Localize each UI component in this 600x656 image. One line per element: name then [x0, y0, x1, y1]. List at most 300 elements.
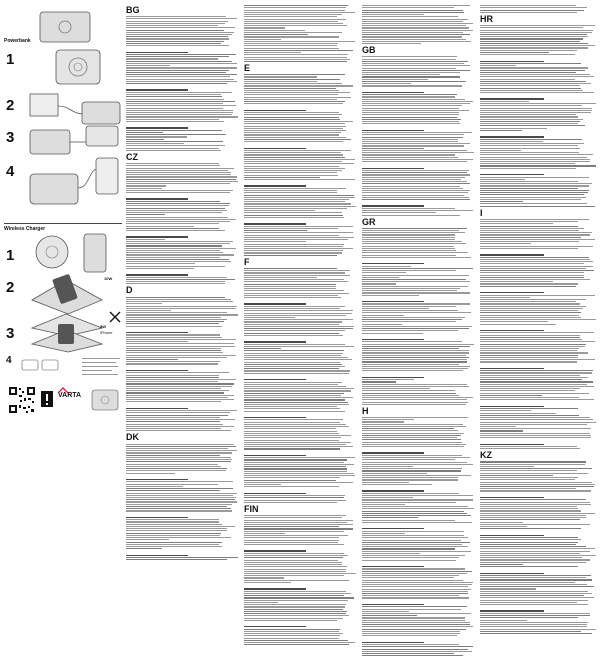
text-line	[480, 161, 590, 162]
text-line	[480, 355, 578, 356]
text-line	[480, 524, 590, 525]
text-line	[126, 417, 220, 418]
text-line	[362, 172, 467, 173]
text-line	[362, 96, 455, 97]
text-column	[126, 4, 238, 443]
text-line	[126, 121, 224, 122]
text-line	[244, 393, 344, 394]
text-line	[244, 531, 344, 532]
text-line	[362, 230, 459, 231]
text-line	[480, 359, 595, 360]
text-line	[244, 571, 346, 572]
text-line	[244, 524, 353, 525]
text-line	[480, 45, 595, 46]
text-line	[362, 613, 471, 614]
text-line	[362, 117, 457, 118]
text-line	[244, 544, 344, 545]
text-line	[244, 195, 354, 196]
text-line	[362, 439, 461, 440]
text-line	[244, 168, 345, 169]
text-line	[244, 79, 340, 80]
text-line	[244, 157, 345, 158]
subheading-line	[480, 292, 544, 293]
text-line	[362, 99, 465, 100]
subheading-line	[362, 490, 424, 491]
text-line	[244, 575, 344, 576]
text-line	[126, 61, 232, 62]
text-line	[362, 444, 466, 445]
text-line	[244, 477, 340, 478]
text-line	[362, 215, 460, 216]
text-line	[362, 502, 456, 503]
text-line	[244, 515, 346, 516]
text-line	[244, 132, 341, 133]
text-line	[244, 577, 284, 578]
text-line	[126, 223, 219, 224]
text-line	[126, 45, 229, 46]
text-line	[480, 468, 592, 469]
text-line	[244, 324, 339, 325]
text-column	[362, 4, 474, 418]
text-line	[126, 548, 162, 549]
text-line	[244, 466, 346, 467]
text-line	[480, 43, 588, 44]
text-line	[244, 406, 337, 407]
text-line	[244, 21, 338, 22]
text-line	[480, 566, 578, 567]
text-line	[480, 150, 521, 151]
text-line	[362, 119, 461, 120]
text-line	[244, 397, 353, 398]
text-line	[244, 350, 344, 351]
text-line	[362, 290, 457, 291]
text-line	[480, 145, 578, 146]
text-line	[480, 528, 581, 529]
text-line	[362, 105, 462, 106]
text-line	[480, 101, 529, 102]
text-line	[244, 386, 346, 387]
text-line	[244, 215, 343, 216]
subheading-line	[244, 588, 306, 589]
text-line	[244, 277, 317, 278]
text-line	[126, 452, 232, 453]
text-line	[126, 165, 220, 166]
text-line	[480, 582, 575, 583]
text-line	[362, 551, 471, 552]
text-line	[244, 161, 342, 162]
text-line	[244, 206, 356, 207]
text-line	[126, 526, 235, 527]
text-line	[126, 70, 229, 71]
text-line	[362, 321, 456, 322]
text-line	[126, 92, 232, 93]
text-line	[244, 609, 343, 610]
text-line	[126, 18, 237, 19]
wattage-label: 5W	[100, 324, 106, 329]
step-number: 1	[6, 51, 15, 68]
text-line	[362, 426, 466, 427]
text-line	[362, 326, 472, 327]
text-line	[244, 290, 344, 291]
text-line	[362, 234, 455, 235]
text-line	[244, 382, 342, 383]
warning-icon	[40, 390, 54, 408]
text-line	[244, 226, 353, 227]
text-line	[362, 275, 469, 276]
text-line	[480, 38, 583, 39]
text-line	[362, 239, 455, 240]
text-line	[126, 481, 233, 482]
text-line	[126, 486, 183, 487]
text-line	[244, 239, 348, 240]
text-line	[244, 633, 343, 634]
subheading-line	[362, 528, 424, 529]
text-line	[362, 161, 467, 162]
text-line	[362, 651, 472, 652]
text-line	[244, 34, 308, 35]
spec-table-illustration	[82, 356, 122, 378]
text-line	[362, 108, 459, 109]
text-line	[244, 355, 341, 356]
text-line	[362, 19, 468, 20]
text-line	[244, 468, 347, 469]
text-line	[480, 263, 584, 264]
text-line	[480, 381, 593, 382]
text-line	[126, 444, 234, 445]
text-line	[480, 188, 578, 189]
text-line	[362, 364, 459, 365]
text-line	[480, 446, 577, 447]
text-line	[362, 159, 473, 160]
text-line	[244, 569, 346, 570]
text-line	[362, 617, 465, 618]
text-line	[362, 188, 463, 189]
text-line	[480, 206, 595, 207]
powerbank-step3-illustration	[26, 120, 122, 158]
subheading-line	[480, 254, 544, 255]
text-line	[480, 375, 580, 376]
subheading-line	[362, 205, 424, 206]
text-line	[126, 343, 234, 344]
text-line	[126, 448, 228, 449]
text-line	[126, 306, 237, 307]
text-line	[126, 105, 236, 106]
text-line	[244, 36, 339, 37]
text-line	[362, 397, 473, 398]
text-line	[244, 52, 301, 53]
text-line	[480, 41, 580, 42]
text-line	[244, 310, 353, 311]
text-line	[244, 533, 285, 534]
language-heading: FIN	[244, 503, 259, 514]
text-line	[244, 431, 337, 432]
text-line	[362, 139, 458, 140]
text-line	[244, 134, 339, 135]
text-line	[362, 39, 466, 40]
powerbank-title: Powerbank	[4, 38, 31, 44]
text-line	[244, 275, 350, 276]
text-line	[480, 484, 595, 485]
text-line	[480, 266, 593, 267]
text-line	[362, 30, 473, 31]
text-line	[244, 126, 346, 127]
subheading-line	[244, 110, 306, 111]
text-line	[480, 626, 587, 627]
text-line	[126, 221, 230, 222]
text-line	[362, 384, 467, 385]
text-line	[362, 359, 467, 360]
subheading-line	[362, 604, 424, 605]
text-line	[480, 557, 582, 558]
subheading-line	[244, 455, 306, 456]
text-line	[480, 428, 591, 429]
text-line	[480, 192, 588, 193]
subheading-line	[480, 535, 544, 536]
text-line	[126, 299, 231, 300]
text-line	[126, 372, 229, 373]
text-line	[362, 56, 457, 57]
text-line	[126, 326, 222, 327]
text-line	[126, 488, 233, 489]
text-line	[126, 72, 226, 73]
text-line	[362, 114, 459, 115]
text-line	[244, 39, 281, 40]
text-line	[480, 548, 595, 549]
text-line	[362, 399, 467, 400]
text-line	[126, 381, 218, 382]
text-line	[362, 272, 406, 273]
text-line	[480, 301, 576, 302]
text-line	[480, 539, 581, 540]
text-line	[126, 428, 221, 429]
text-line	[244, 139, 351, 140]
text-line	[362, 419, 414, 420]
text-line	[244, 348, 281, 349]
text-line	[480, 408, 578, 409]
text-line	[480, 32, 592, 33]
text-line	[480, 10, 584, 11]
text-line	[480, 65, 516, 66]
text-line	[362, 557, 459, 558]
text-line	[126, 323, 219, 324]
text-line	[480, 259, 590, 260]
text-line	[480, 295, 595, 296]
text-line	[480, 223, 553, 224]
text-line	[480, 482, 592, 483]
text-line	[480, 350, 577, 351]
text-line	[244, 128, 343, 129]
text-line	[362, 482, 409, 483]
text-line	[480, 502, 590, 503]
text-line	[362, 366, 470, 367]
text-line	[480, 279, 590, 280]
text-line	[362, 32, 463, 33]
text-line	[480, 232, 592, 233]
text-line	[480, 332, 594, 333]
text-line	[126, 176, 237, 177]
text-line	[244, 373, 349, 374]
text-line	[480, 522, 523, 523]
text-line	[244, 121, 353, 122]
text-line	[126, 27, 235, 28]
text-line	[480, 277, 584, 278]
text-line	[480, 584, 587, 585]
text-line	[126, 375, 219, 376]
text-line	[480, 139, 582, 140]
text-line	[362, 81, 466, 82]
subheading-line	[480, 610, 544, 611]
text-line	[126, 341, 188, 342]
text-line	[244, 422, 340, 423]
text-line	[126, 116, 238, 117]
text-line	[244, 582, 291, 583]
text-line	[480, 30, 593, 31]
text-line	[480, 5, 576, 6]
text-line	[126, 363, 218, 364]
text-line	[244, 564, 342, 565]
device-illustration	[90, 386, 122, 414]
subheading-line	[244, 626, 306, 627]
text-line	[362, 535, 464, 536]
text-line	[362, 470, 461, 471]
text-line	[480, 63, 581, 64]
text-line	[126, 16, 226, 17]
text-line	[244, 190, 337, 191]
text-line	[362, 183, 470, 184]
text-line	[126, 457, 231, 458]
text-line	[126, 377, 219, 378]
subheading-line	[480, 174, 544, 175]
subheading-line	[244, 550, 306, 551]
text-line	[480, 526, 527, 527]
text-line	[126, 266, 225, 267]
text-line	[126, 319, 227, 320]
text-line	[244, 114, 342, 115]
text-line	[126, 219, 236, 220]
text-line	[126, 317, 221, 318]
text-line	[244, 459, 347, 460]
text-line	[362, 14, 424, 15]
text-line	[480, 600, 588, 601]
text-line	[480, 602, 577, 603]
text-line	[244, 595, 344, 596]
text-line	[126, 352, 223, 353]
subheading-line	[362, 130, 424, 131]
text-line	[244, 557, 343, 558]
text-line	[480, 286, 576, 287]
text-line	[244, 426, 349, 427]
text-line	[480, 283, 578, 284]
text-line	[480, 152, 579, 153]
text-line	[244, 411, 345, 412]
text-line	[244, 48, 339, 49]
text-line	[126, 210, 227, 211]
text-line	[244, 237, 354, 238]
text-line	[480, 413, 556, 414]
text-line	[480, 339, 582, 340]
text-line	[480, 303, 580, 304]
text-line	[244, 442, 351, 443]
text-line	[362, 395, 459, 396]
text-line	[126, 281, 225, 282]
text-line	[126, 430, 231, 431]
text-line	[244, 473, 354, 474]
text-line	[126, 130, 222, 131]
subheading-line	[244, 185, 306, 186]
text-line	[362, 348, 459, 349]
text-line	[244, 246, 343, 247]
text-line	[244, 50, 353, 51]
text-line	[480, 386, 594, 387]
text-line	[244, 244, 344, 245]
text-line	[244, 94, 338, 95]
text-line	[362, 123, 460, 124]
text-line	[244, 388, 354, 389]
text-line	[126, 379, 236, 380]
text-line	[362, 466, 413, 467]
text-line	[126, 504, 232, 505]
text-line	[480, 315, 579, 316]
text-line	[362, 568, 465, 569]
text-line	[480, 81, 586, 82]
subheading-line	[244, 148, 306, 149]
text-line	[244, 353, 343, 354]
text-line	[126, 390, 229, 391]
text-line	[244, 315, 346, 316]
text-line	[362, 573, 467, 574]
text-line	[362, 85, 462, 86]
illustration-column	[4, 4, 122, 418]
wattage-label: 10W	[104, 276, 113, 281]
text-line	[480, 506, 577, 507]
text-line	[480, 243, 531, 244]
text-line	[480, 179, 525, 180]
text-line	[480, 241, 579, 242]
text-line	[362, 41, 471, 42]
text-line	[244, 502, 337, 503]
text-line	[244, 306, 345, 307]
text-line	[126, 114, 232, 115]
text-line	[480, 36, 588, 37]
text-line	[480, 377, 588, 378]
text-line	[244, 362, 340, 363]
text-line	[244, 81, 317, 82]
text-line	[244, 604, 346, 605]
text-line	[480, 490, 591, 491]
text-line	[244, 640, 348, 641]
text-line	[244, 357, 348, 358]
text-line	[480, 504, 591, 505]
language-heading: I	[480, 207, 483, 218]
text-line	[480, 508, 578, 509]
text-line	[244, 43, 338, 44]
text-line	[480, 199, 581, 200]
subheading-line	[480, 61, 544, 62]
text-line	[362, 553, 420, 554]
text-line	[362, 317, 465, 318]
text-line	[244, 83, 342, 84]
text-line	[244, 480, 336, 481]
text-line	[362, 435, 461, 436]
text-line	[362, 459, 455, 460]
text-line	[362, 10, 463, 11]
text-line	[126, 54, 236, 55]
subheading-line	[126, 479, 188, 480]
text-line	[480, 426, 516, 427]
text-line	[126, 79, 234, 80]
text-line	[244, 330, 345, 331]
text-line	[362, 134, 464, 135]
